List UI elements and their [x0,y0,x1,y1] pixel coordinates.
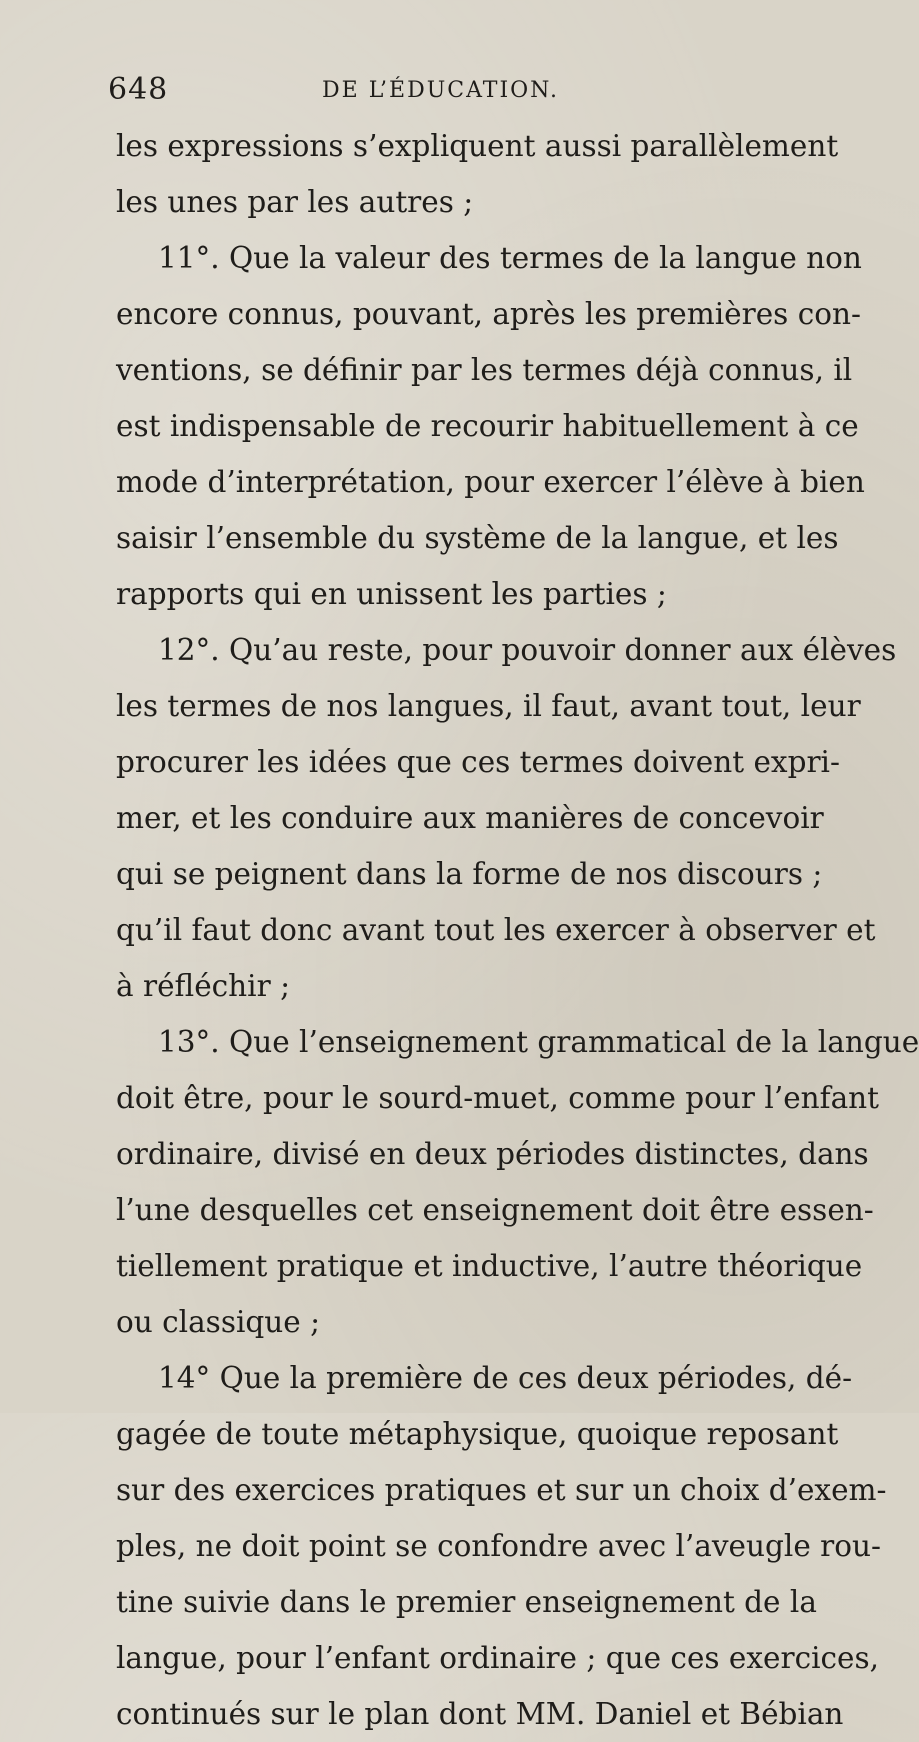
text-line: 13°. Que l’enseignement grammatical de la langue [158,1025,919,1059]
page-header [108,72,708,112]
text-line: les unes par les autres ; [116,185,474,219]
text-line: les expressions s’expliquent aussi parallèlement [116,129,839,163]
text-line: 11°. Que la valeur des termes de la langue non [158,241,862,275]
text-line: langue, pour l’enfant ordinaire ; que ces exercices, [116,1641,880,1675]
text-line: saisir l’ensemble du système de la langue, et les [116,521,839,555]
text-line: tine suivie dans le premier enseignement de la [116,1585,817,1619]
text-line: encore connus, pouvant, après les premières con- [116,297,861,331]
page-number: 648 [108,72,169,107]
text-line: ventions, se définir par les termes déjà connus, il [116,353,853,387]
text-line: 12°. Qu’au reste, pour pouvoir donner aux élèves [158,633,897,667]
text-line: rapports qui en unissent les parties ; [116,577,667,611]
text-line: tiellement pratique et inductive, l’autre théorique [116,1249,863,1283]
running-head: DE L’ÉDUCATION. [322,78,560,103]
text-line: les termes de nos langues, il faut, avant tout, leur [116,689,861,723]
text-line: à réfléchir ; [116,969,291,1003]
text-line: l’une desquelles cet enseignement doit être essen- [116,1193,874,1227]
text-line: 14° Que la première de ces deux périodes, dé- [158,1361,853,1395]
text-line: ples, ne doit point se confondre avec l’aveugle rou- [116,1529,881,1563]
text-line: procurer les idées que ces termes doivent expri- [116,745,840,779]
text-line: est indispensable de recourir habituellement à ce [116,409,859,443]
text-line: continués sur le plan dont MM. Daniel et Bébian [116,1697,844,1731]
text-line: gagée de toute métaphysique, quoique reposant [116,1417,839,1451]
text-line: mode d’interprétation, pour exercer l’élève à bien [116,465,865,499]
text-line: qui se peignent dans la forme de nos discours ; [116,857,823,891]
text-line: mer, et les conduire aux manières de concevoir [116,801,824,835]
body-text [116,118,919,1742]
text-line: qu’il faut donc avant tout les exercer à observer et [116,913,876,947]
text-line: ou classique ; [116,1305,321,1339]
text-line: ordinaire, divisé en deux périodes distinctes, dans [116,1137,869,1171]
text-line: sur des exercices pratiques et sur un choix d’exem- [116,1473,887,1507]
text-line: doit être, pour le sourd-muet, comme pour l’enfant [116,1081,880,1115]
